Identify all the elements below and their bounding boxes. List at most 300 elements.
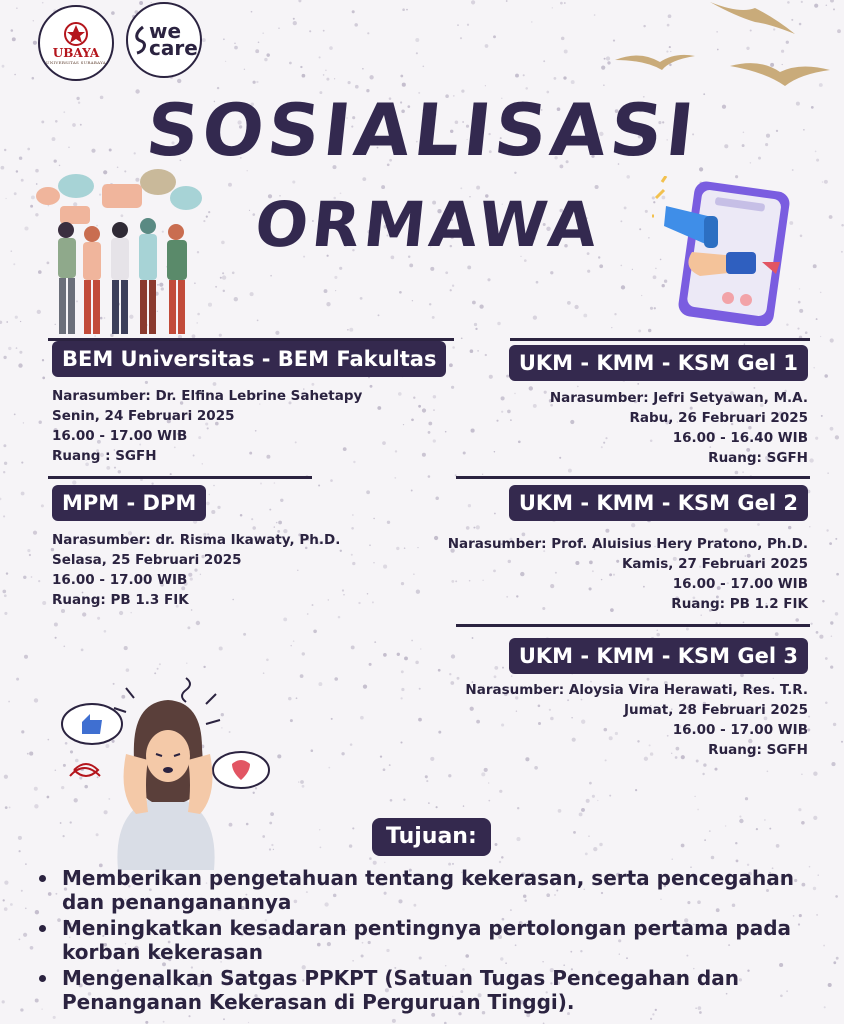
- speckle-dot: [449, 363, 453, 367]
- speckle-dot: [432, 316, 435, 319]
- speckle-dot: [323, 30, 325, 32]
- speckle-dot: [6, 572, 8, 574]
- speckle-dot: [383, 653, 387, 657]
- speckle-dot: [798, 808, 801, 811]
- speckle-dot: [795, 618, 799, 622]
- speckle-dot: [501, 856, 504, 859]
- speckle-dot: [293, 18, 295, 20]
- speckle-dot: [319, 56, 321, 58]
- speckle-dot: [350, 743, 353, 746]
- speckle-dot: [234, 43, 235, 44]
- speckle-dot: [835, 538, 837, 540]
- speckle-dot: [348, 81, 351, 84]
- speckle-dot: [450, 681, 454, 685]
- speckle-dot: [223, 38, 225, 40]
- speckle-dot: [177, 79, 181, 83]
- speckle-dot: [813, 367, 815, 369]
- speckle-dot: [820, 336, 821, 337]
- speckle-dot: [739, 819, 743, 823]
- speckle-dot: [415, 661, 419, 665]
- speckle-dot: [19, 939, 21, 941]
- speckle-dot: [8, 347, 11, 350]
- speckle-dot: [451, 654, 455, 658]
- speckle-dot: [302, 74, 306, 78]
- speckle-dot: [445, 431, 447, 433]
- speckle-dot: [21, 179, 24, 182]
- speckle-dot: [257, 320, 259, 322]
- speckle-dot: [335, 290, 336, 291]
- speckle-dot: [577, 386, 579, 388]
- speckle-dot: [318, 485, 320, 487]
- speckle-dot: [399, 291, 402, 294]
- speckle-dot: [323, 74, 325, 76]
- speckle-dot: [510, 419, 512, 421]
- speckle-dot: [724, 528, 728, 532]
- speckle-dot: [470, 349, 474, 353]
- speckle-dot: [12, 37, 16, 41]
- speckle-dot: [635, 789, 637, 791]
- speckle-dot: [830, 621, 833, 624]
- speckle-dot: [436, 806, 438, 808]
- ubaya-subtitle: UNIVERSITAS SURABAYA: [46, 60, 106, 65]
- speckle-dot: [472, 301, 476, 305]
- speckle-dot: [835, 612, 838, 615]
- speckle-dot: [499, 790, 502, 793]
- speckle-dot: [496, 420, 498, 422]
- speckle-dot: [2, 65, 5, 68]
- speckle-dot: [290, 645, 292, 647]
- speckle-dot: [479, 304, 483, 308]
- speckle-dot: [457, 677, 460, 680]
- session-speaker: Narasumber: Dr. Elfina Lebrine Sahetapy: [52, 388, 363, 404]
- speckle-dot: [586, 799, 590, 803]
- speckle-dot: [434, 536, 438, 540]
- speckle-dot: [48, 739, 50, 741]
- speckle-dot: [831, 635, 832, 636]
- speckle-dot: [14, 414, 16, 416]
- speckle-dot: [240, 514, 243, 517]
- speckle-dot: [374, 641, 376, 643]
- session-room: Ruang: PB 1.2 FIK: [671, 596, 808, 612]
- speckle-dot: [289, 62, 292, 65]
- speckle-dot: [481, 772, 485, 776]
- speckle-dot: [266, 659, 269, 662]
- speckle-dot: [417, 547, 418, 548]
- speckle-dot: [338, 616, 341, 619]
- speckle-dot: [451, 386, 454, 389]
- speckle-dot: [533, 404, 537, 408]
- speckle-dot: [228, 183, 232, 187]
- speckle-dot: [16, 8, 17, 9]
- speckle-dot: [401, 670, 404, 673]
- speckle-dot: [529, 386, 533, 390]
- speckle-dot: [360, 297, 363, 300]
- speckle-dot: [34, 804, 38, 808]
- speckle-dot: [550, 271, 553, 274]
- speckle-dot: [4, 462, 7, 465]
- speckle-dot: [809, 526, 810, 527]
- speckle-dot: [373, 562, 374, 563]
- stressed-girl-illustration: [56, 664, 276, 870]
- speckle-dot: [686, 628, 689, 631]
- speckle-dot: [588, 835, 590, 837]
- speckle-dot: [430, 757, 434, 761]
- speckle-dot: [735, 471, 739, 475]
- speckle-dot: [347, 329, 349, 331]
- speckle-dot: [401, 582, 404, 585]
- speckle-dot: [742, 471, 744, 473]
- speckle-dot: [516, 837, 520, 841]
- speckle-dot: [769, 828, 771, 830]
- speckle-dot: [54, 623, 58, 627]
- speckle-dot: [825, 701, 828, 704]
- speckle-dot: [118, 470, 121, 473]
- speckle-dot: [694, 796, 695, 797]
- session-info-ukm-gel-1: [550, 388, 808, 468]
- speckle-dot: [494, 675, 497, 678]
- speckle-dot: [400, 75, 403, 78]
- speckle-dot: [776, 844, 780, 848]
- speckle-dot: [487, 278, 490, 281]
- speckle-dot: [104, 630, 107, 633]
- speckle-dot: [358, 602, 360, 604]
- speckle-dot: [367, 593, 369, 595]
- speckle-dot: [593, 847, 597, 851]
- speckle-dot: [411, 418, 414, 421]
- session-date: Kamis, 27 Februari 2025: [621, 556, 808, 572]
- speckle-dot: [15, 316, 18, 319]
- speckle-dot: [517, 807, 519, 809]
- speckle-dot: [274, 482, 276, 484]
- speckle-dot: [641, 295, 642, 296]
- speckle-dot: [258, 42, 260, 44]
- speckle-dot: [0, 498, 1, 501]
- speckle-dot: [813, 816, 817, 820]
- speckle-dot: [34, 698, 38, 702]
- speckle-dot: [307, 613, 309, 615]
- speckle-dot: [773, 678, 774, 679]
- speckle-dot: [583, 314, 587, 318]
- speckle-dot: [8, 701, 10, 703]
- speckle-dot: [9, 806, 11, 808]
- speckle-dot: [657, 630, 658, 631]
- session-info-ukm-gel-3: [465, 680, 808, 760]
- speckle-dot: [701, 615, 702, 616]
- speckle-dot: [830, 427, 834, 431]
- speckle-dot: [485, 354, 487, 356]
- speckle-dot: [515, 74, 519, 78]
- speckle-dot: [256, 81, 258, 83]
- speckle-dot: [488, 782, 489, 783]
- speckle-dot: [428, 422, 432, 426]
- speckle-dot: [833, 961, 836, 964]
- speckle-dot: [403, 799, 405, 801]
- speckle-dot: [55, 637, 57, 639]
- speckle-dot: [325, 69, 327, 71]
- speckle-dot: [352, 827, 354, 829]
- speckle-dot: [278, 521, 282, 525]
- speckle-dot: [831, 762, 835, 766]
- speckle-dot: [223, 290, 225, 292]
- speckle-dot: [29, 554, 31, 556]
- speckle-dot: [648, 329, 651, 332]
- speckle-dot: [592, 795, 595, 798]
- speckle-dot: [404, 656, 408, 660]
- speckle-dot: [499, 861, 501, 863]
- speckle-dot: [16, 347, 18, 349]
- speckle-dot: [260, 483, 262, 485]
- speckle-dot: [397, 653, 400, 656]
- speckle-dot: [21, 730, 24, 733]
- speckle-dot: [139, 1, 143, 5]
- session-date: Jumat, 28 Februari 2025: [623, 702, 808, 718]
- speckle-dot: [558, 809, 562, 813]
- speckle-dot: [473, 527, 475, 529]
- session-heading-bem: BEM Universitas - BEM Fakultas: [52, 341, 446, 377]
- speckle-dot: [225, 61, 226, 62]
- session-speaker: Narasumber: Prof. Aluisius Hery Pratono, Ph.D.: [447, 536, 808, 552]
- speckle-dot: [820, 292, 822, 294]
- speckle-dot: [3, 899, 5, 901]
- session-room: Ruang: SGFH: [708, 742, 808, 758]
- speckle-dot: [409, 263, 413, 267]
- speckle-dot: [384, 862, 385, 863]
- speckle-dot: [42, 359, 44, 361]
- speckle-dot: [568, 469, 572, 473]
- speckle-dot: [697, 809, 699, 811]
- speckle-dot: [2, 590, 6, 594]
- speckle-dot: [533, 315, 537, 319]
- speckle-dot: [611, 327, 612, 328]
- speckle-dot: [276, 522, 277, 523]
- speckle-dot: [764, 819, 765, 820]
- speckle-dot: [534, 766, 538, 770]
- speckle-dot: [468, 504, 471, 507]
- speckle-dot: [632, 269, 633, 270]
- speckle-dot: [745, 797, 748, 800]
- speckle-dot: [18, 363, 22, 367]
- session-speaker: Narasumber: Aloysia Vira Herawati, Res. T.R.: [465, 682, 808, 698]
- list-item: [36, 916, 826, 964]
- speckle-dot: [370, 385, 373, 388]
- speckle-dot: [106, 466, 110, 470]
- speckle-dot: [10, 903, 13, 906]
- speckle-dot: [574, 305, 578, 309]
- speckle-dot: [13, 263, 15, 265]
- speckle-dot: [406, 9, 408, 11]
- speckle-dot: [369, 544, 371, 546]
- speckle-dot: [20, 321, 21, 322]
- speckle-dot: [349, 844, 352, 847]
- speckle-dot: [119, 611, 123, 615]
- speckle-dot: [23, 933, 27, 937]
- speckle-dot: [300, 674, 304, 678]
- speckle-dot: [511, 675, 513, 677]
- speckle-dot: [523, 74, 525, 76]
- speckle-dot: [330, 479, 333, 482]
- speckle-dot: [352, 10, 355, 13]
- speckle-dot: [502, 667, 504, 669]
- speckle-dot: [288, 697, 292, 701]
- speckle-dot: [467, 265, 471, 269]
- speckle-dot: [449, 673, 451, 675]
- speckle-dot: [309, 30, 311, 32]
- speckle-dot: [563, 76, 566, 79]
- speckle-dot: [518, 440, 521, 443]
- speckle-dot: [805, 331, 808, 334]
- speckle-dot: [404, 547, 406, 549]
- speckle-dot: [27, 753, 29, 755]
- speckle-dot: [463, 451, 466, 454]
- speckle-dot: [740, 673, 744, 677]
- speckle-dot: [19, 850, 21, 852]
- speckle-dot: [457, 24, 459, 26]
- speckle-dot: [494, 451, 495, 452]
- speckle-dot: [536, 281, 539, 284]
- speckle-dot: [435, 496, 439, 500]
- speckle-dot: [6, 321, 8, 323]
- speckle-dot: [42, 601, 46, 605]
- speckle-dot: [206, 502, 210, 506]
- speckle-dot: [217, 506, 220, 509]
- speckle-dot: [255, 49, 259, 53]
- speckle-dot: [42, 377, 45, 380]
- speckle-dot: [484, 768, 488, 772]
- speckle-dot: [373, 518, 374, 519]
- list-item: [36, 866, 826, 914]
- session-time: 16.00 - 17.00 WIB: [672, 722, 808, 738]
- bullet-icon: [39, 975, 46, 982]
- speckle-dot: [477, 350, 479, 352]
- speckle-dot: [33, 531, 37, 535]
- speckle-dot: [223, 1018, 225, 1020]
- session-room: Ruang: PB 1.3 FIK: [52, 592, 189, 608]
- speckle-dot: [554, 77, 557, 80]
- speckle-dot: [31, 576, 33, 578]
- goal-text: Mengenalkan Satgas PPKPT (Satuan Tugas Pencegahan dan Penanganan Kekerasan di Perguruan Tinggi).: [62, 966, 739, 1014]
- speckle-dot: [372, 601, 374, 603]
- speckle-dot: [209, 494, 210, 495]
- speckle-dot: [334, 78, 335, 79]
- speckle-dot: [219, 646, 223, 650]
- title-line-2: ORMAWA: [251, 188, 605, 261]
- speckle-dot: [620, 265, 622, 267]
- speckle-dot: [292, 180, 295, 183]
- speckle-dot: [824, 180, 828, 184]
- speckle-dot: [494, 666, 498, 670]
- speckle-dot: [767, 770, 769, 772]
- speckle-dot: [20, 1008, 23, 1011]
- speckle-dot: [471, 0, 475, 4]
- speckle-dot: [250, 292, 254, 296]
- speckle-dot: [402, 83, 406, 87]
- speckle-dot: [47, 796, 50, 799]
- speckle-dot: [219, 334, 222, 337]
- speckle-dot: [474, 323, 477, 326]
- speckle-dot: [39, 421, 42, 424]
- speckle-dot: [395, 450, 397, 452]
- speckle-dot: [828, 983, 832, 987]
- speckle-dot: [830, 666, 833, 669]
- speckle-dot: [703, 763, 706, 766]
- speckle-dot: [23, 422, 24, 423]
- ubaya-name: UBAYA: [52, 46, 100, 60]
- speckle-dot: [377, 406, 381, 410]
- speckle-dot: [41, 504, 44, 507]
- speckle-dot: [422, 65, 424, 67]
- speckle-dot: [97, 617, 100, 620]
- speckle-dot: [278, 28, 279, 29]
- speckle-dot: [326, 78, 329, 81]
- speckle-dot: [32, 77, 35, 80]
- speckle-dot: [506, 0, 508, 2]
- speckle-dot: [11, 29, 14, 32]
- speckle-dot: [594, 14, 596, 16]
- speckle-dot: [33, 41, 37, 45]
- speckle-dot: [4, 907, 8, 911]
- speckle-dot: [413, 573, 415, 575]
- speckle-dot: [412, 300, 413, 301]
- speckle-dot: [269, 509, 271, 511]
- speckle-dot: [835, 895, 838, 898]
- speckle-dot: [419, 688, 421, 690]
- speckle-dot: [300, 66, 302, 68]
- speckle-dot: [560, 2, 563, 5]
- speckle-dot: [836, 573, 839, 576]
- speckle-dot: [248, 1022, 249, 1023]
- speckle-dot: [543, 60, 545, 62]
- speckle-dot: [324, 289, 328, 293]
- speckle-dot: [211, 510, 215, 514]
- speckle-dot: [567, 301, 571, 305]
- speckle-dot: [461, 337, 463, 339]
- speckle-dot: [801, 774, 803, 776]
- speckle-dot: [349, 328, 353, 332]
- speckle-dot: [0, 321, 2, 324]
- ubaya-emblem-icon: [63, 21, 89, 47]
- divider-rule: [48, 476, 312, 479]
- speckle-dot: [429, 303, 431, 305]
- speckle-dot: [244, 69, 245, 70]
- speckle-dot: [815, 437, 818, 440]
- speckle-dot: [313, 630, 317, 634]
- speckle-dot: [494, 513, 496, 515]
- speckle-dot: [328, 767, 330, 769]
- speckle-dot: [220, 277, 222, 279]
- speckle-dot: [824, 374, 828, 378]
- speckle-dot: [587, 270, 590, 273]
- speckle-dot: [681, 844, 685, 848]
- session-room: Ruang: SGFH: [708, 450, 808, 466]
- speckle-dot: [82, 612, 86, 616]
- speckle-dot: [334, 276, 337, 279]
- speckle-dot: [202, 38, 206, 42]
- speckle-dot: [5, 198, 6, 199]
- speckle-dot: [21, 890, 23, 892]
- speckle-dot: [396, 547, 399, 550]
- speckle-dot: [341, 752, 344, 755]
- speckle-dot: [495, 843, 498, 846]
- speckle-dot: [4, 612, 7, 615]
- speckle-dot: [34, 787, 38, 791]
- divider-rule: [456, 624, 810, 627]
- speckle-dot: [704, 839, 706, 841]
- title-line-1: SOSIALISASI: [142, 88, 702, 172]
- speckle-dot: [725, 825, 726, 826]
- speckle-dot: [114, 467, 116, 469]
- speckle-dot: [829, 542, 832, 545]
- speckle-dot: [124, 646, 128, 650]
